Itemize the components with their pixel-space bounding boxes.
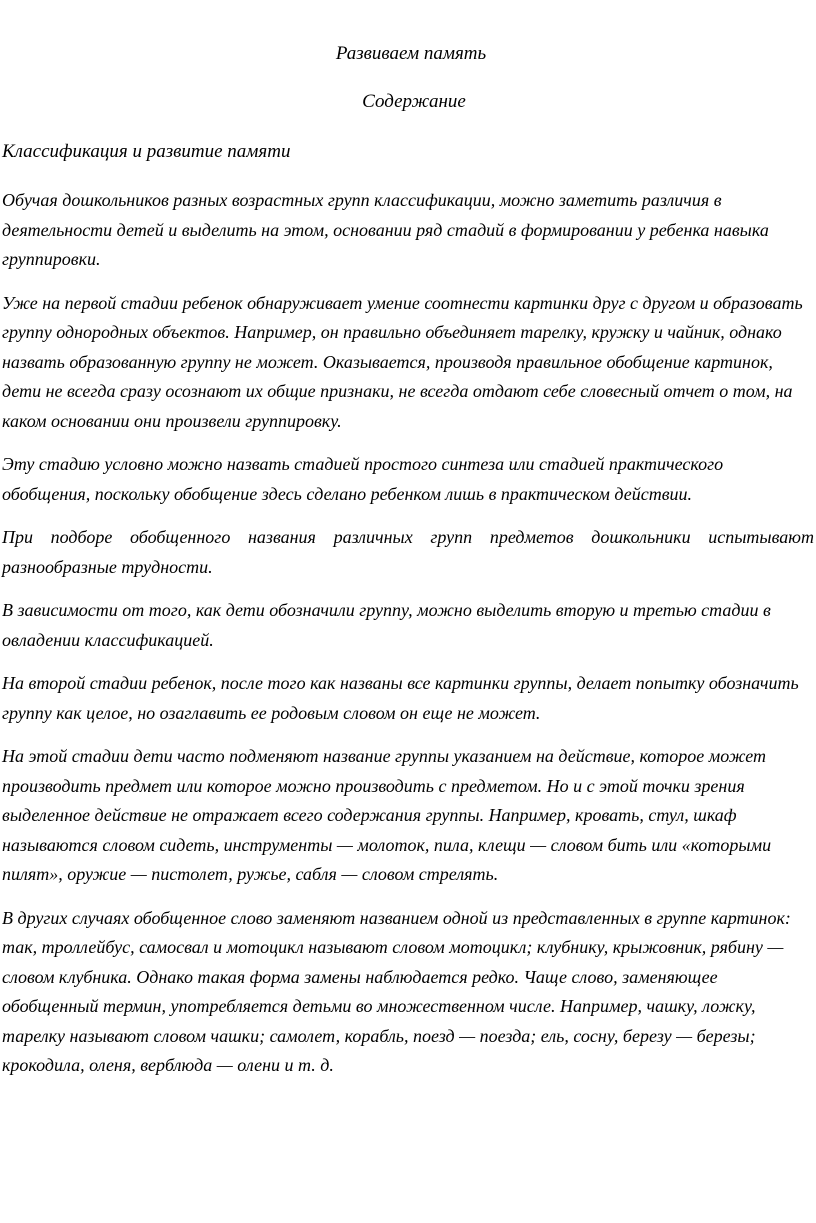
paragraph-3: Эту стадию условно можно назвать стадией простого синтеза или стадией практического обобщения, поскольку обобщение здесь сделано ребенком лишь в практическом действии. <box>2 454 724 504</box>
paragraph-6: На второй стадии ребенок, после того как названы все картинки группы, делает попытку обозначить группу как целое, но озаглавить ее родовым словом он еще не может. <box>2 673 799 723</box>
paragraph-4: При подборе обобщенного названия различных групп предметов дошкольники испытывают разнообразные трудности. <box>2 527 814 577</box>
paragraph-2: Уже на первой стадии ребенок обнаруживает умение соотнести картинки друг с другом и образовать группу однородных объектов. Например, он правильно объединяет тарелку, кружку и чайник, однако назвать образованную группу не может. Оказывается, производя правильное обобщение картинок, дети не всегда сразу осознают их общие признаки, не всегда отдают себе словесный отчет о том, на каком основании они произвели группировку. <box>2 292 803 431</box>
section-heading: Классификация и развитие памяти <box>2 141 291 162</box>
paragraph-7: На этой стадии дети часто подменяют название группы указанием на действие, которое может производить предмет или которое можно производить с предметом. Но и с этой точки зрения выделенное действие не отражает всего содержания группы. Например, кровать, стул, шкаф называются словом сидеть, инструменты — молоток, пила, клещи — словом бить или «которыми пилят», оружие — пистолет, ружье, сабля — словом стрелять. <box>2 746 772 884</box>
paragraph-5: В зависимости от того, как дети обозначили группу, можно выделить вторую и третью стадии в овладении классификацией. <box>2 600 771 650</box>
paragraph-8: В других случаях обобщенное слово заменяют названием одной из представленных в группе картинок: так, троллейбус, самосвал и мотоцикл называют словом мотоцикл; клубнику, крыжовник, рябину — словом клубника. Однако такая форма замены наблюдается редко. Чаще слово, заменяющее обобщенный термин, употребляется детьми во множественном числе. Например, чашку, ложку, тарелку называют словом чашки; самолет, корабль, поезд — поезда; ель, сосну, березу — березы; крокодила, оленя, верблюда — олени и т. д. <box>2 907 791 1075</box>
document-title: Развиваем память <box>335 43 487 64</box>
paragraph-1: Обучая дошкольников разных возрастных групп классификации, можно заметить различия в деятельности детей и выделить на этом, основании ряд стадий в формировании у ребенка навыка группировки. <box>2 190 769 269</box>
contents-heading: Содержание <box>362 91 466 112</box>
